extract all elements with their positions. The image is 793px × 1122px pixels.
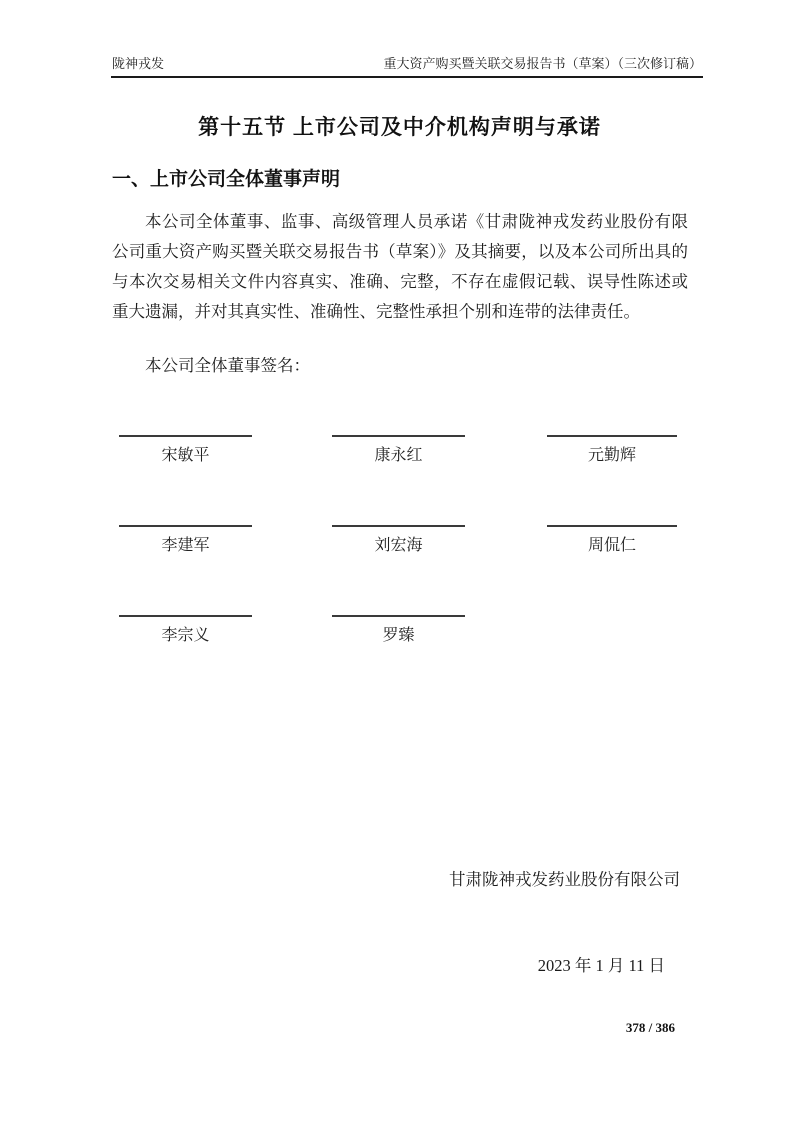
signature-cell: [332, 615, 465, 645]
signature-name: 康永红: [374, 447, 423, 464]
page-header: [112, 55, 702, 73]
signature-name: 周侃仁: [587, 537, 636, 554]
signature-cell: [119, 615, 252, 645]
signature-cell: [332, 525, 465, 555]
signature-row: [0, 435, 793, 475]
signature-row: [0, 525, 793, 565]
signature-name: 元勤辉: [587, 447, 636, 464]
declaration-paragraph: 本公司全体董事、监事、高级管理人员承诺《甘肃陇神戎发药业股份有限公司重大资产购买暨关联交易报告书（草案）》及其摘要，以及本公司所出具的与本次交易相关文件内容真实、准确、完整，不存在虚假记载、误导性陈述或重大遗漏，并对其真实性、准确性、完整性承担个别和连带的法律责任。: [112, 212, 688, 321]
signature-name: 李建军: [161, 537, 210, 554]
signature-row: [0, 615, 793, 655]
company-name: 甘肃陇神戎发药业股份有限公司: [449, 870, 680, 889]
signature-name: 宋敏平: [161, 447, 210, 464]
chapter-title: 第十五节 上市公司及中介机构声明与承诺: [198, 116, 601, 139]
header-rule: [111, 76, 703, 78]
signature-cell: [119, 435, 252, 465]
signature-name: 李宗义: [161, 627, 210, 644]
header-report-title: 重大资产购买暨关联交易报告书（草案）（三次修订稿）: [383, 56, 702, 71]
signature-cell: [119, 525, 252, 555]
signature-name: 罗臻: [382, 627, 415, 644]
document-date: 2023 年 1 月 11 日: [537, 956, 665, 975]
signature-cell: [547, 525, 677, 555]
signature-cell: [332, 435, 465, 465]
page-number: 378 / 386: [625, 1020, 675, 1035]
signature-intro: 本公司全体董事签名：: [145, 356, 310, 375]
signature-cell: [547, 435, 677, 465]
header-company-short: 陇神戎发: [112, 56, 165, 71]
section-heading: 一、上市公司全体董事声明: [112, 169, 341, 190]
signature-name: 刘宏海: [374, 537, 423, 554]
